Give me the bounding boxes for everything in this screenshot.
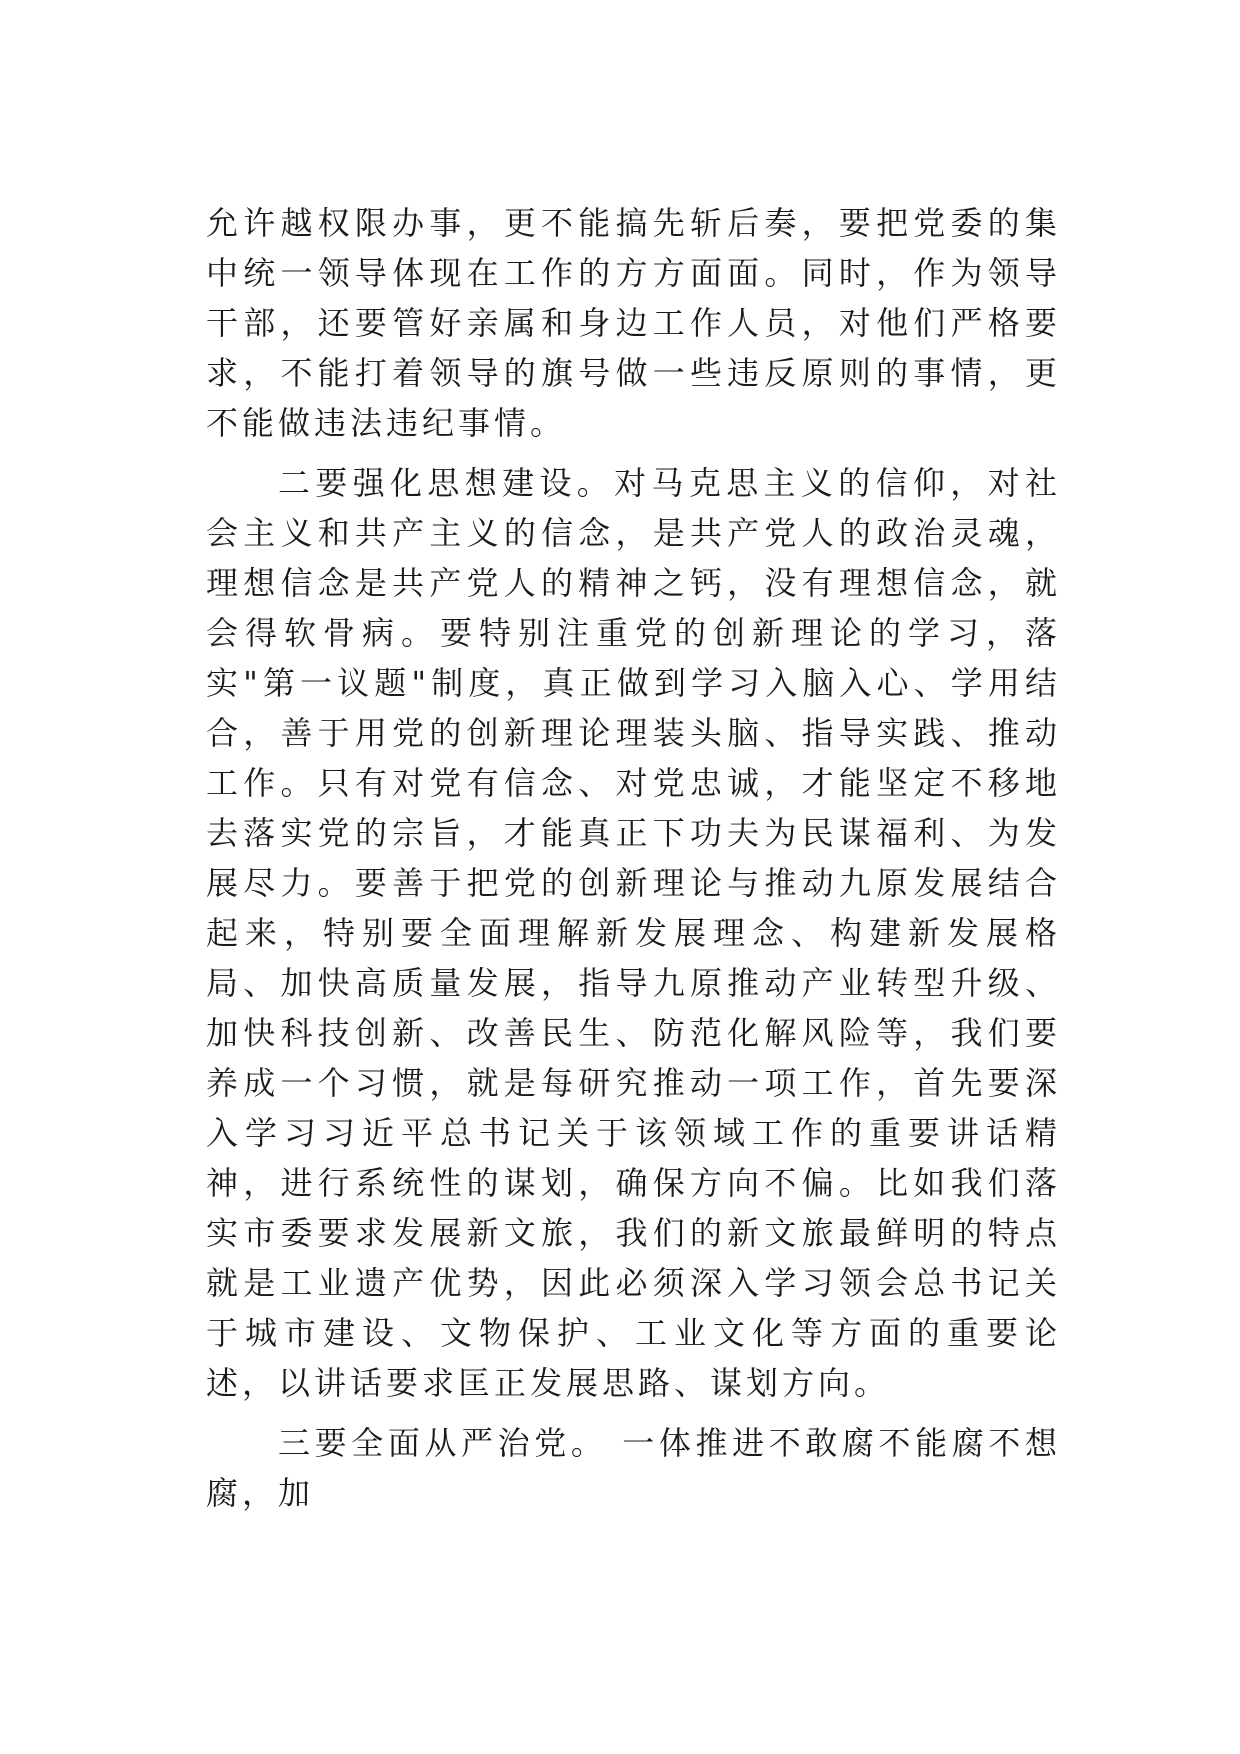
text-line: 建设、文物保护、工业文化等方面的重要论述，以讲话要求 — [206, 1314, 1061, 1402]
text-line: 我们落实市委要求发展新文旅，我们的新文旅最鲜明的特点 — [206, 1164, 1061, 1252]
text-line: 产党人的精神之钙，没有理想信念，就会得软骨病。要特别 — [206, 564, 1061, 652]
text-line: 三要全面从严治党。 一体推进不敢腐不能腐不想腐，加 — [206, 1424, 1061, 1512]
text-line: 生、防范化解风险等，我们要养成一个习惯，就是每研究推 — [206, 1014, 1061, 1102]
text-line: 指导实践、推动工作。只有对党有信念、对党忠诚，才能坚 — [206, 714, 1061, 802]
text-line: 的重要讲话精神，进行系统性的谋划，确保方向不偏。比如 — [206, 1114, 1061, 1202]
document-body — [206, 198, 1061, 1518]
paragraph-leadership — [206, 198, 1061, 448]
text-line: 旗号做一些违反原则的事情，更不能做违法违纪事情。 — [206, 354, 1061, 442]
text-line: 发展，指导九原推动产业转型升级、加快科技创新、改善民 — [206, 964, 1061, 1052]
text-line: 允许越权限办事，更不能搞先斩后奏，要把党委的集中统一 — [206, 204, 1061, 292]
paragraph-ideological-building — [206, 458, 1061, 1408]
text-line: 动一项工作，首先要深入学习习近平总书记关于该领域工作 — [206, 1064, 1061, 1152]
paragraph-party-discipline — [206, 1418, 1061, 1518]
text-line: 注重党的创新理论的学习，落实"第一议题"制度，真正做到 — [206, 614, 1061, 702]
text-line: 定不移地去落实党的宗旨，才能真正下功夫为民谋福利、为 — [206, 764, 1061, 852]
text-line: 领导体现在工作的方方面面。同时，作为领导干部，还要管 — [206, 254, 1061, 342]
text-line: 和共产主义的信念，是共产党人的政治灵魂，理想信念是共 — [206, 514, 1061, 602]
text-line: 特别要全面理解新发展理念、构建新发展格局、加快高质量 — [206, 914, 1061, 1002]
text-line: 学习入脑入心、学用结合，善于用党的创新理论理装头脑、 — [206, 664, 1061, 752]
text-line: 匡正发展思路、谋划方向。 — [458, 1364, 891, 1402]
text-line: 发展尽力。要善于把党的创新理论与推动九原发展结合起来， — [206, 814, 1061, 952]
text-line: 好亲属和身边工作人员，对他们严格要求，不能打着领导的 — [206, 304, 1061, 392]
text-line: 就是工业遗产优势，因此必须深入学习领会总书记关于城市 — [206, 1264, 1061, 1352]
text-line: 二要强化思想建设。对马克思主义的信仰，对社会主义 — [206, 464, 1061, 552]
